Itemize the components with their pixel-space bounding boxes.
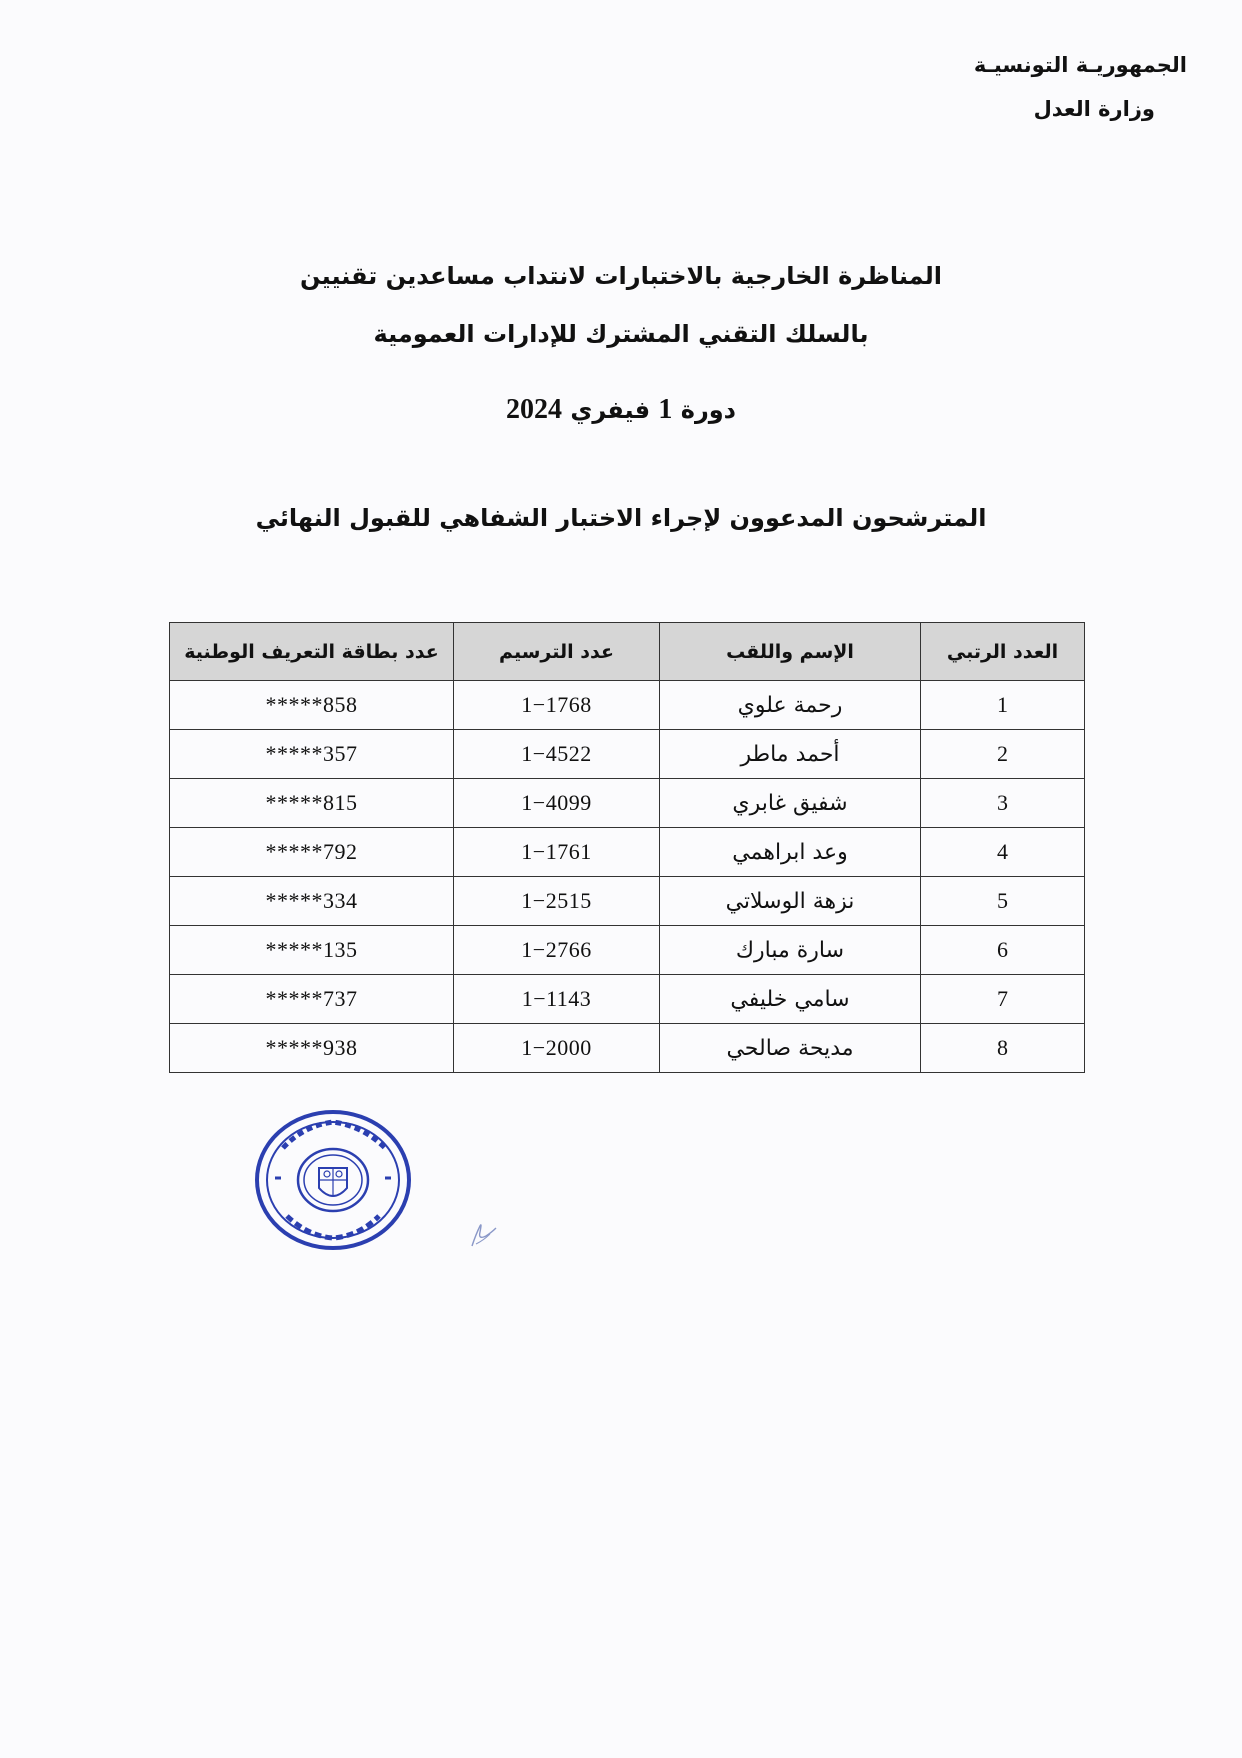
- cell-name: سارة مبارك: [660, 926, 921, 975]
- cell-national-id: *****334: [170, 877, 454, 926]
- cell-national-id: *****737: [170, 975, 454, 1024]
- title-line-1: المناظرة الخارجية بالاختبارات لانتداب مساعدين تقنيين: [300, 262, 942, 290]
- cell-national-id: *****815: [170, 779, 454, 828]
- country-name: الجمهوريـة التونسيـة: [973, 53, 1187, 77]
- cell-rank: 4: [921, 828, 1085, 877]
- ministry-name: وزارة العدل: [1033, 97, 1155, 122]
- cell-rank: 5: [921, 877, 1085, 926]
- table-row: [170, 828, 1085, 877]
- cell-name: وعد ابراهمي: [660, 828, 921, 877]
- cell-registration: 1−1143: [454, 975, 660, 1024]
- document-header: [974, 52, 1187, 123]
- session-prefix: دورة: [680, 396, 736, 424]
- cell-rank: 8: [921, 1024, 1085, 1073]
- table-row: [170, 877, 1085, 926]
- session-line: [0, 394, 1242, 426]
- cell-national-id: *****938: [170, 1024, 454, 1073]
- header-name: الإسم واللقب: [660, 623, 921, 681]
- table-row: [170, 730, 1085, 779]
- cell-registration: 1−1768: [454, 681, 660, 730]
- table-row: [170, 926, 1085, 975]
- cell-name: نزهة الوسلاتي: [660, 877, 921, 926]
- official-stamp-icon: [253, 1108, 413, 1253]
- cell-rank: 7: [921, 975, 1085, 1024]
- subtitle: المترشحون المدعوون لإجراء الاختبار الشفاهي للقبول النهائي: [255, 504, 987, 532]
- session-year: 2024: [505, 394, 562, 425]
- cell-name: شفيق غابري: [660, 779, 921, 828]
- cell-registration: 1−2000: [454, 1024, 660, 1073]
- table-row: [170, 681, 1085, 730]
- cell-rank: 1: [921, 681, 1085, 730]
- cell-rank: 6: [921, 926, 1085, 975]
- header-rank: العدد الرتبي: [921, 623, 1085, 681]
- table-row: [170, 1024, 1085, 1073]
- cell-national-id: *****792: [170, 828, 454, 877]
- cell-registration: 1−2515: [454, 877, 660, 926]
- cell-national-id: *****135: [170, 926, 454, 975]
- cell-national-id: *****357: [170, 730, 454, 779]
- cell-name: مديحة صالحي: [660, 1024, 921, 1073]
- header-national-id: عدد بطاقة التعريف الوطنية: [170, 623, 454, 681]
- cell-registration: 1−4522: [454, 730, 660, 779]
- cell-registration: 1−1761: [454, 828, 660, 877]
- cell-rank: 2: [921, 730, 1085, 779]
- cell-registration: 1−2766: [454, 926, 660, 975]
- cell-rank: 3: [921, 779, 1085, 828]
- session-month: فيفري: [570, 396, 651, 424]
- table-header-row: [170, 623, 1085, 681]
- candidates-table: [169, 622, 1085, 1073]
- cell-registration: 1−4099: [454, 779, 660, 828]
- cell-name: سامي خليفي: [660, 975, 921, 1024]
- signature-icon: [466, 1218, 506, 1250]
- table-row: [170, 975, 1085, 1024]
- cell-national-id: *****858: [170, 681, 454, 730]
- session-day: 1: [658, 394, 673, 425]
- header-registration: عدد الترسيم: [454, 623, 660, 681]
- title-line-2: بالسلك التقني المشترك للإدارات العمومية: [373, 320, 869, 348]
- cell-name: أحمد ماطر: [660, 730, 921, 779]
- cell-name: رحمة علوي: [660, 681, 921, 730]
- table-row: [170, 779, 1085, 828]
